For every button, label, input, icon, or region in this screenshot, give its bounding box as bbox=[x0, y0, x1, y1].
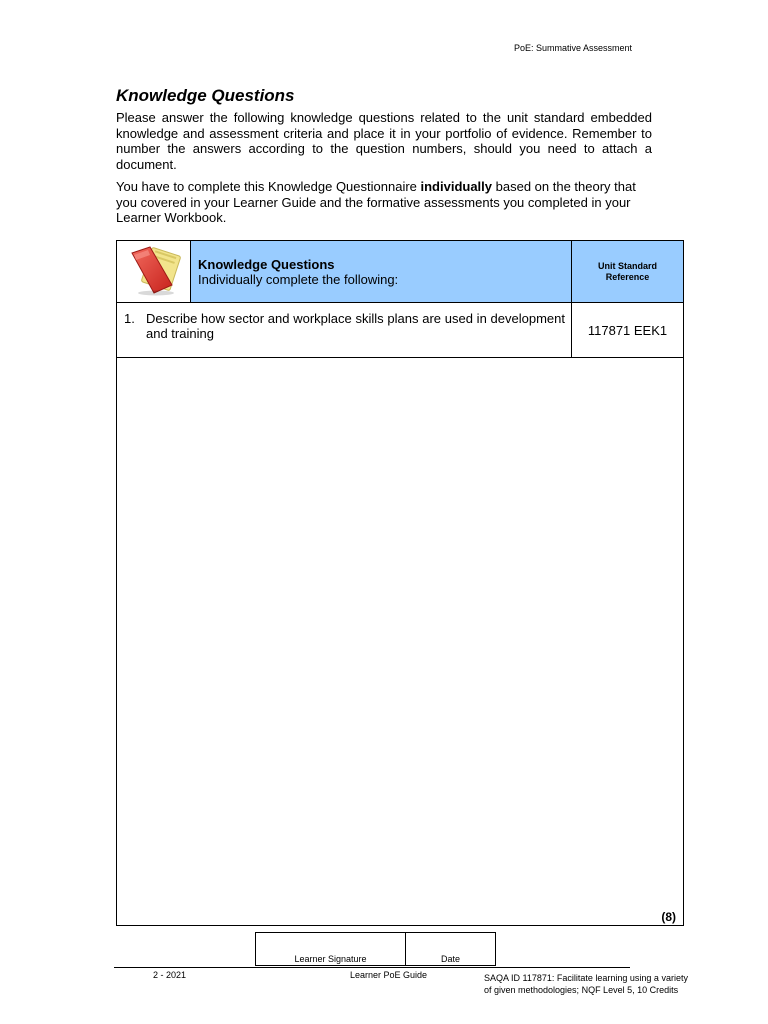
answer-row bbox=[117, 358, 684, 926]
question-number: 1. bbox=[124, 311, 135, 326]
icon-cell bbox=[117, 241, 191, 303]
folder-icon bbox=[124, 241, 184, 297]
knowledge-questions-table bbox=[116, 240, 684, 926]
date-label: Date bbox=[440, 954, 460, 964]
paragraph-text-start: You have to complete this Knowledge Questionnaire bbox=[116, 179, 421, 194]
table-header-subtitle: Individually complete the following: bbox=[198, 271, 399, 287]
table-header-title: Knowledge Questions bbox=[198, 256, 335, 272]
paragraph-text-end: based on the theory that you covered in your Learner Guide and the formative assessments you completed in your Learner Workbook. bbox=[116, 179, 636, 225]
learner-signature-field[interactable] bbox=[256, 933, 406, 965]
reference-header-cell bbox=[572, 241, 684, 303]
question-reference: 117871 EEK1 bbox=[572, 303, 684, 358]
marks-label: (8) bbox=[661, 910, 676, 924]
section-title: Knowledge Questions bbox=[116, 86, 295, 105]
footer-guide-name: Learner PoE Guide bbox=[350, 970, 428, 980]
question-text: Describe how sector and workplace skills plans are used in development and training bbox=[146, 311, 565, 341]
table-header-row bbox=[117, 241, 684, 303]
table-header-cell bbox=[191, 241, 572, 303]
signature-box bbox=[255, 932, 496, 966]
individual-paragraph bbox=[116, 179, 652, 226]
footer-saqa-line-1: SAQA ID 117871: Facilitate learning using a variety bbox=[484, 973, 688, 983]
intro-paragraph: Please answer the following knowledge questions related to the unit standard embedded knowledge and assessment criteria and place it in your portfolio of evidence. Remember to number the answers according to the question numbers, should you need to attach a document. bbox=[116, 110, 652, 172]
question-cell bbox=[117, 303, 572, 358]
footer-divider bbox=[114, 967, 630, 968]
footer-version: 2 - 2021 bbox=[153, 970, 187, 980]
date-field[interactable] bbox=[406, 933, 495, 965]
running-header: PoE: Summative Assessment bbox=[514, 43, 633, 53]
footer-saqa-line-2: of given methodologies; NQF Level 5, 10 Credits bbox=[484, 985, 679, 995]
answer-area[interactable] bbox=[117, 358, 684, 926]
paragraph-emphasis: individually bbox=[420, 179, 493, 194]
question-row bbox=[117, 303, 684, 358]
footer-saqa-info bbox=[484, 972, 734, 996]
learner-signature-label: Learner Signature bbox=[294, 954, 367, 964]
reference-header: Unit Standard Reference bbox=[597, 260, 657, 282]
